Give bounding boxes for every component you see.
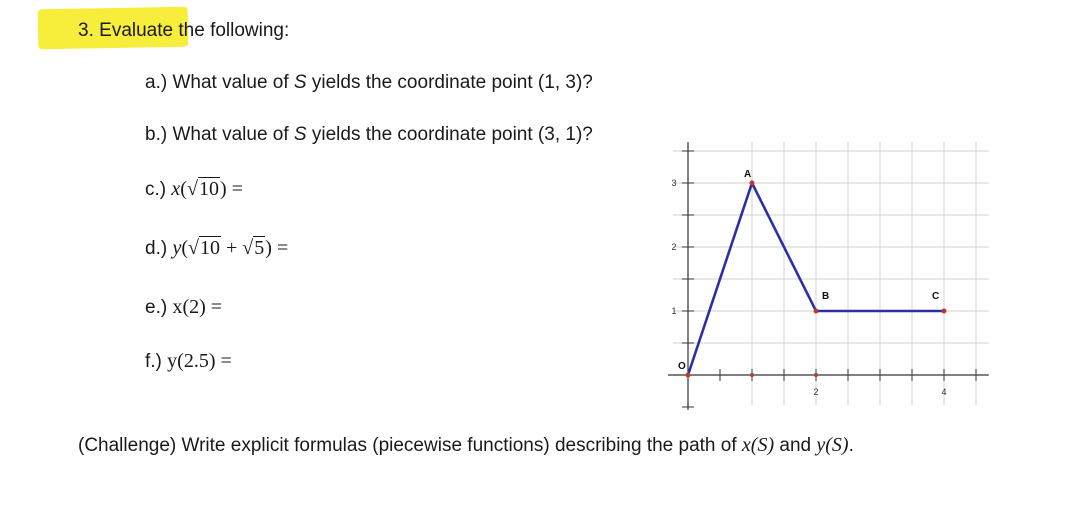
item-c-label: c.) [145,179,167,200]
item-a [145,72,593,94]
challenge-y-expr: y(S) [816,434,849,456]
item-d: d.) y(√10 + √5) = [145,237,289,259]
item-c-tail: ) = [219,178,243,200]
point-a [750,181,755,186]
point-c [942,309,947,314]
sqrt-symbol: √5 [242,237,265,259]
y-tick-label: 3 [671,178,677,188]
challenge-text: (Challenge) Write explicit formulas (piecewise functions) describing the path of [78,435,737,456]
item-c: c.) x(√10) = [145,178,243,200]
question-number: 3. [78,20,94,41]
item-f-label: f.) [145,351,162,372]
point-label-b: B [822,291,830,302]
graph-labels [678,169,939,372]
item-f-expr: y(2.5) = [167,350,232,372]
item-d-radicand-2: 5 [254,237,265,259]
challenge-x-expr: x(S) [741,434,775,456]
item-b [145,124,593,146]
title-rest: the following: [178,20,290,41]
y-tick-label: 2 [671,242,677,252]
question-title [78,20,289,42]
x-tick-label: 4 [941,387,947,397]
y-tick-label: 1 [671,306,677,316]
item-d-plus: + [226,237,238,259]
item-a-label: a.) [145,72,168,93]
item-e-label: e.) [145,297,168,318]
point-label-a: A [744,169,752,180]
title-highlighted-word: Evaluate [99,20,174,41]
item-e [145,296,222,319]
challenge-prompt [78,434,854,457]
graph-axes [668,142,989,410]
item-a-pre: What value of [172,72,289,93]
sqrt-symbol: √10 [186,178,219,200]
item-b-post: yields the coordinate point (3, 1)? [311,124,593,145]
item-e-expr: x(2) = [172,296,223,318]
challenge-and: and [779,435,812,456]
point-label-c: C [932,291,940,302]
item-d-fn: y [172,237,182,259]
graph-grid [673,142,989,405]
item-b-var: S [293,124,307,145]
item-f [145,350,232,373]
challenge-end: . [848,435,854,456]
point-b [814,309,819,314]
sqrt-symbol: √10 [188,237,221,259]
item-b-label: b.) [145,124,168,145]
x-tick-label: 2 [813,387,819,397]
axis-dot [750,373,754,377]
axis-dot [814,373,818,377]
item-a-post: yields the coordinate point (1, 3)? [311,72,593,93]
item-a-var: S [293,72,307,93]
item-b-pre: What value of [172,124,289,145]
item-c-radicand: 10 [198,178,219,200]
item-d-tail: ) = [265,237,289,259]
item-d-label: d.) [145,238,168,259]
path-graph [645,130,1005,415]
item-c-fn: x [171,178,181,200]
item-d-radicand-1: 10 [200,237,221,259]
point-label-o: O [678,361,686,372]
point-o [686,373,691,378]
